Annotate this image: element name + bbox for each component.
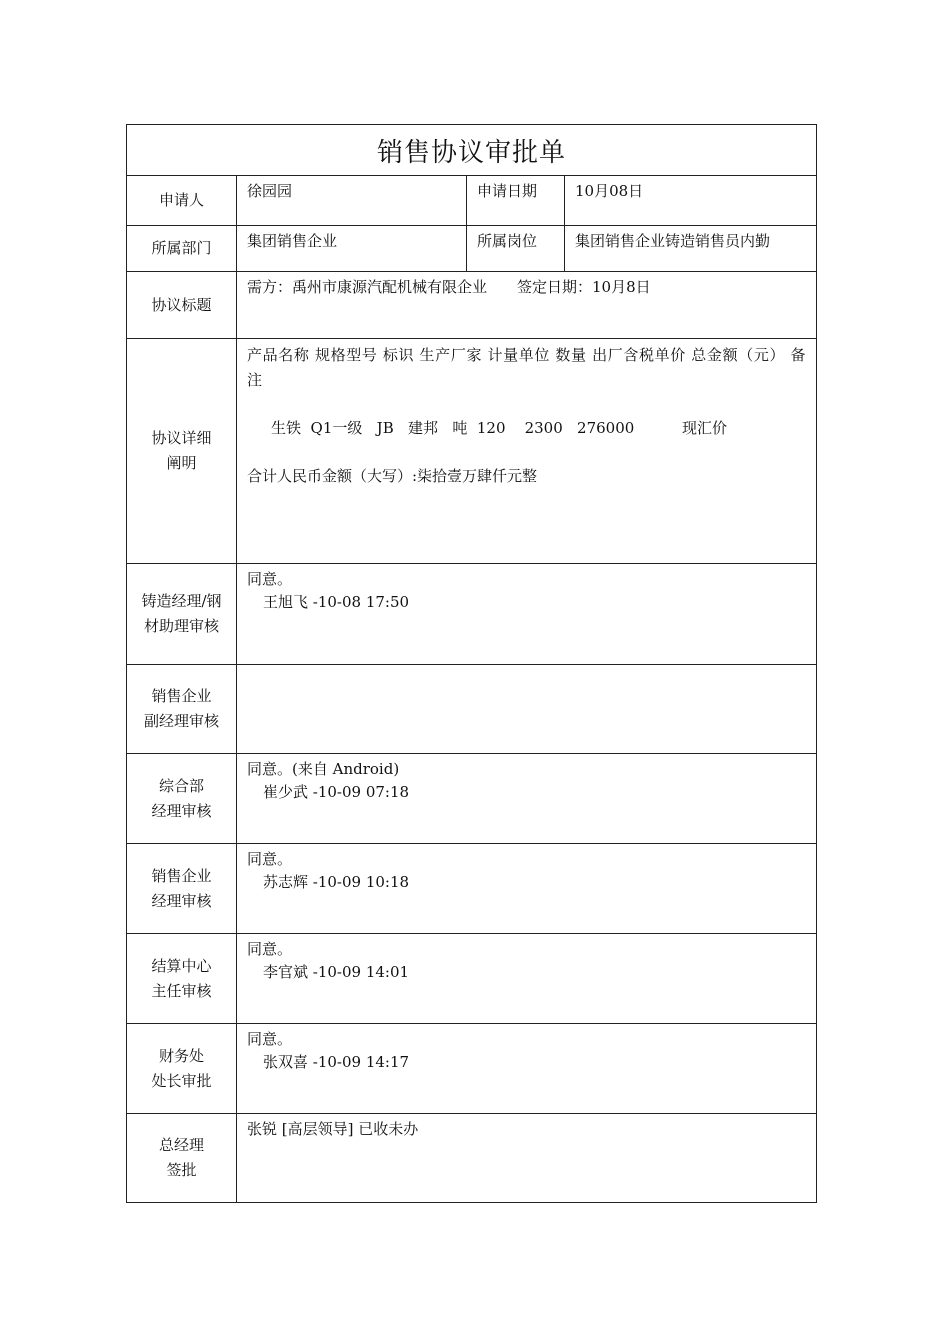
review-signer: 张双喜 -10-09 14:17 bbox=[263, 1053, 410, 1071]
review-label-line2: 签批 bbox=[166, 1161, 197, 1179]
agreement-title-row bbox=[127, 272, 817, 339]
applicant-label: 申请人 bbox=[127, 176, 237, 226]
applicant-row bbox=[127, 176, 817, 226]
review-label bbox=[127, 754, 237, 844]
details-label bbox=[127, 339, 237, 564]
review-opinion: 同意。(来自 Android) bbox=[247, 760, 400, 778]
review-signer: 李官斌 -10-09 14:01 bbox=[263, 963, 410, 981]
review-content bbox=[237, 844, 817, 934]
review-content bbox=[237, 1024, 817, 1114]
review-content bbox=[237, 665, 817, 754]
review-content bbox=[237, 564, 817, 665]
review-label-line2: 副经理审核 bbox=[143, 712, 219, 730]
department-row bbox=[127, 226, 817, 272]
department-value: 集团销售企业 bbox=[237, 226, 467, 272]
review-label-line1: 总经理 bbox=[158, 1136, 204, 1154]
review-row bbox=[127, 665, 817, 754]
review-label-line2: 主任审核 bbox=[151, 981, 212, 1000]
review-label-line1: 财务处 bbox=[158, 1046, 204, 1065]
review-row bbox=[127, 1024, 817, 1114]
review-label bbox=[127, 564, 237, 665]
agreement-title-label: 协议标题 bbox=[127, 272, 237, 339]
details-item: 生铁 Q1一级 JB 建邦 吨 120 2300 276000 现汇价 bbox=[271, 419, 727, 437]
review-label-line1: 铸造经理/钢 bbox=[141, 592, 222, 610]
form-title: 销售协议审批单 bbox=[127, 125, 817, 176]
review-opinion: 张锐 [高层领导] 已收未办 bbox=[247, 1120, 419, 1138]
review-label-line2: 材助理审核 bbox=[143, 617, 219, 635]
review-row bbox=[127, 934, 817, 1024]
review-label-line2: 经理审核 bbox=[151, 801, 212, 820]
review-signer: 苏志辉 -10-09 10:18 bbox=[263, 873, 410, 891]
review-content bbox=[237, 1114, 817, 1203]
agreement-title-value: 需方：禹州市康源汽配机械有限企业 签定日期：10月8日 bbox=[237, 272, 817, 339]
review-label bbox=[127, 934, 237, 1024]
review-content bbox=[237, 754, 817, 844]
title-row bbox=[127, 125, 817, 176]
review-signer: 王旭飞 -10-08 17:50 bbox=[263, 593, 410, 611]
review-label bbox=[127, 1024, 237, 1114]
review-label bbox=[127, 665, 237, 754]
review-row bbox=[127, 754, 817, 844]
details-row bbox=[127, 339, 817, 564]
review-row bbox=[127, 564, 817, 665]
position-value: 集团销售企业铸造销售员内勤 bbox=[565, 226, 817, 272]
review-label bbox=[127, 844, 237, 934]
review-label-line1: 销售企业 bbox=[151, 687, 212, 705]
details-content bbox=[237, 339, 817, 564]
approval-form bbox=[126, 124, 817, 1203]
review-opinion: 同意。 bbox=[247, 570, 293, 588]
review-content bbox=[237, 934, 817, 1024]
review-label-line2: 经理审核 bbox=[151, 891, 212, 910]
details-label-line1: 协议详细 bbox=[151, 429, 212, 447]
review-signer: 崔少武 -10-09 07:18 bbox=[263, 783, 410, 801]
details-total: 合计人民币金额（大写）:柒拾壹万肆仟元整 bbox=[247, 467, 538, 485]
department-label: 所属部门 bbox=[127, 226, 237, 272]
review-row bbox=[127, 844, 817, 934]
applicant-value: 徐园园 bbox=[237, 176, 467, 226]
review-label bbox=[127, 1114, 237, 1203]
review-label-line1: 销售企业 bbox=[151, 866, 212, 885]
review-opinion: 同意。 bbox=[247, 940, 293, 958]
details-header: 产品名称 规格型号 标识 生产厂家 计量单位 数量 出厂含税单价 总金额（元） 备注 bbox=[247, 346, 807, 389]
details-label-line2: 阐明 bbox=[166, 454, 197, 472]
review-row bbox=[127, 1114, 817, 1203]
review-label-line1: 综合部 bbox=[158, 776, 204, 795]
review-label-line1: 结算中心 bbox=[151, 956, 212, 975]
review-opinion: 同意。 bbox=[247, 850, 293, 868]
review-label-line2: 处长审批 bbox=[151, 1071, 212, 1090]
review-opinion: 同意。 bbox=[247, 1030, 293, 1048]
apply-date-label: 申请日期 bbox=[467, 176, 565, 226]
apply-date-value: 10月08日 bbox=[565, 176, 817, 226]
position-label: 所属岗位 bbox=[467, 226, 565, 272]
